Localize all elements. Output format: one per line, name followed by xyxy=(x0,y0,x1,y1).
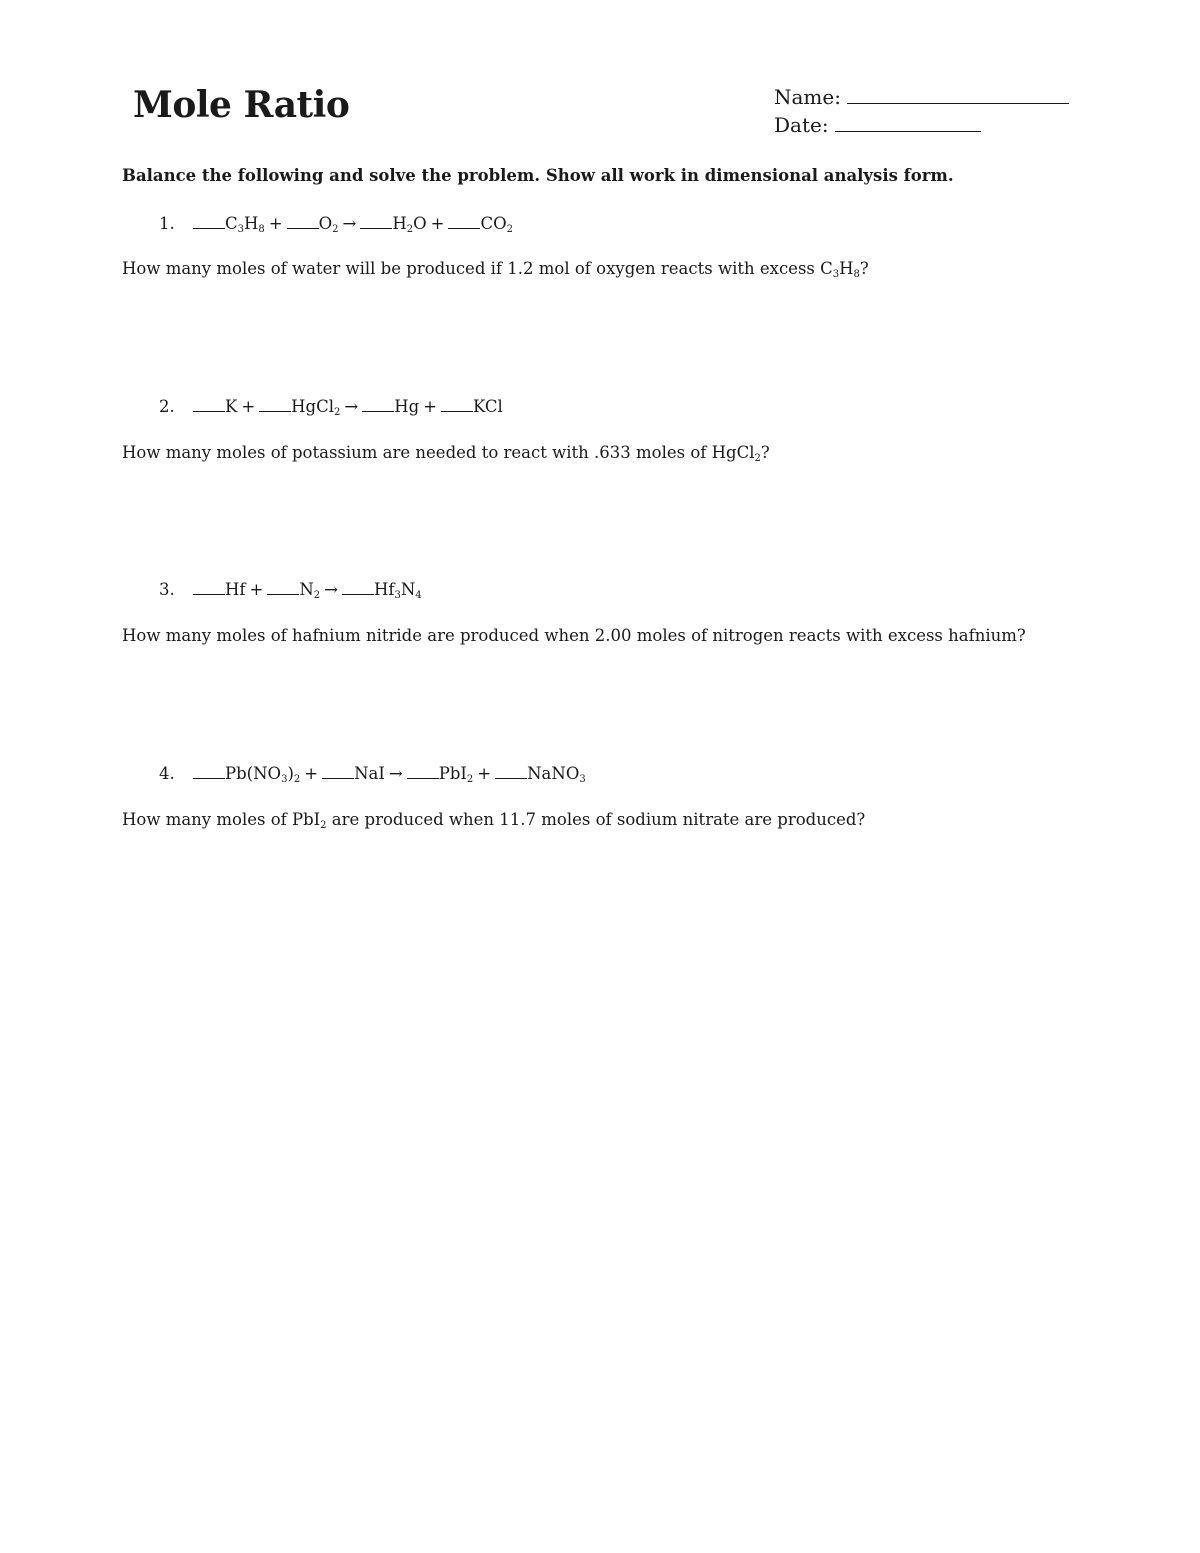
coefficient-blank[interactable] xyxy=(193,578,225,595)
problem-2-equation: K + HgCl$_2$ → Hg + KCl xyxy=(193,395,503,419)
problem-4-question: How many moles of PbI$_2$ are produced when 11.7 moles of sodium nitrate are produced? xyxy=(122,810,866,831)
plus-sign: + xyxy=(423,397,437,416)
arrow-sign: → xyxy=(388,764,403,783)
name-label: Name: xyxy=(774,85,841,109)
plus-sign: + xyxy=(477,764,492,783)
coefficient-blank[interactable] xyxy=(448,212,480,229)
coefficient-blank[interactable] xyxy=(441,395,473,412)
coefficient-blank[interactable] xyxy=(342,578,374,595)
problem-1-question: How many moles of water will be produced if 1.2 mol of oxygen reacts with excess $C_3H_8$? xyxy=(122,259,869,280)
coefficient-blank[interactable] xyxy=(362,395,394,412)
coefficient-blank[interactable] xyxy=(267,578,299,595)
name-blank[interactable] xyxy=(847,82,1069,104)
date-blank[interactable] xyxy=(835,110,981,132)
date-field[interactable] xyxy=(774,110,981,139)
name-field[interactable] xyxy=(774,82,1069,111)
arrow-sign: → xyxy=(324,580,338,599)
problem-3-question: How many moles of hafnium nitride are produced when 2.00 moles of nitrogen reacts with excess hafnium? xyxy=(122,626,1026,645)
worksheet-title: Mole Ratio xyxy=(133,84,350,126)
plus-sign: + xyxy=(430,214,445,233)
plus-sign: + xyxy=(241,397,256,416)
problem-3-number: 3. xyxy=(159,580,175,599)
coefficient-blank[interactable] xyxy=(287,212,319,229)
arrow-sign: → xyxy=(344,397,359,416)
problem-1-number: 1. xyxy=(159,214,175,233)
problem-2-question: How many moles of potassium are needed to react with .633 moles of HgCl$_2$? xyxy=(122,443,770,464)
date-label: Date: xyxy=(774,113,829,137)
plus-sign: + xyxy=(304,764,319,783)
problem-4-number: 4. xyxy=(159,764,175,783)
plus-sign: + xyxy=(249,580,264,599)
instructions: Balance the following and solve the problem. Show all work in dimensional analysis form. xyxy=(122,166,954,185)
arrow-sign: → xyxy=(342,214,357,233)
coefficient-blank[interactable] xyxy=(193,395,225,412)
coefficient-blank[interactable] xyxy=(193,762,225,779)
problem-2-number: 2. xyxy=(159,397,175,416)
plus-sign: + xyxy=(268,214,283,233)
problem-4-equation: $Pb(NO_3)_2$ + NaI → PbI$_2$ + NaNO$_3$ xyxy=(193,762,586,786)
coefficient-blank[interactable] xyxy=(259,395,291,412)
coefficient-blank[interactable] xyxy=(360,212,392,229)
coefficient-blank[interactable] xyxy=(322,762,354,779)
coefficient-blank[interactable] xyxy=(407,762,439,779)
coefficient-blank[interactable] xyxy=(193,212,225,229)
coefficient-blank[interactable] xyxy=(495,762,527,779)
problem-3-equation: $Hf + N_2 \to Hf_3N_4$ xyxy=(193,578,422,602)
problem-1-equation: $C_3H_8 + O_2 \to H_2O + CO_2$ xyxy=(193,212,513,236)
